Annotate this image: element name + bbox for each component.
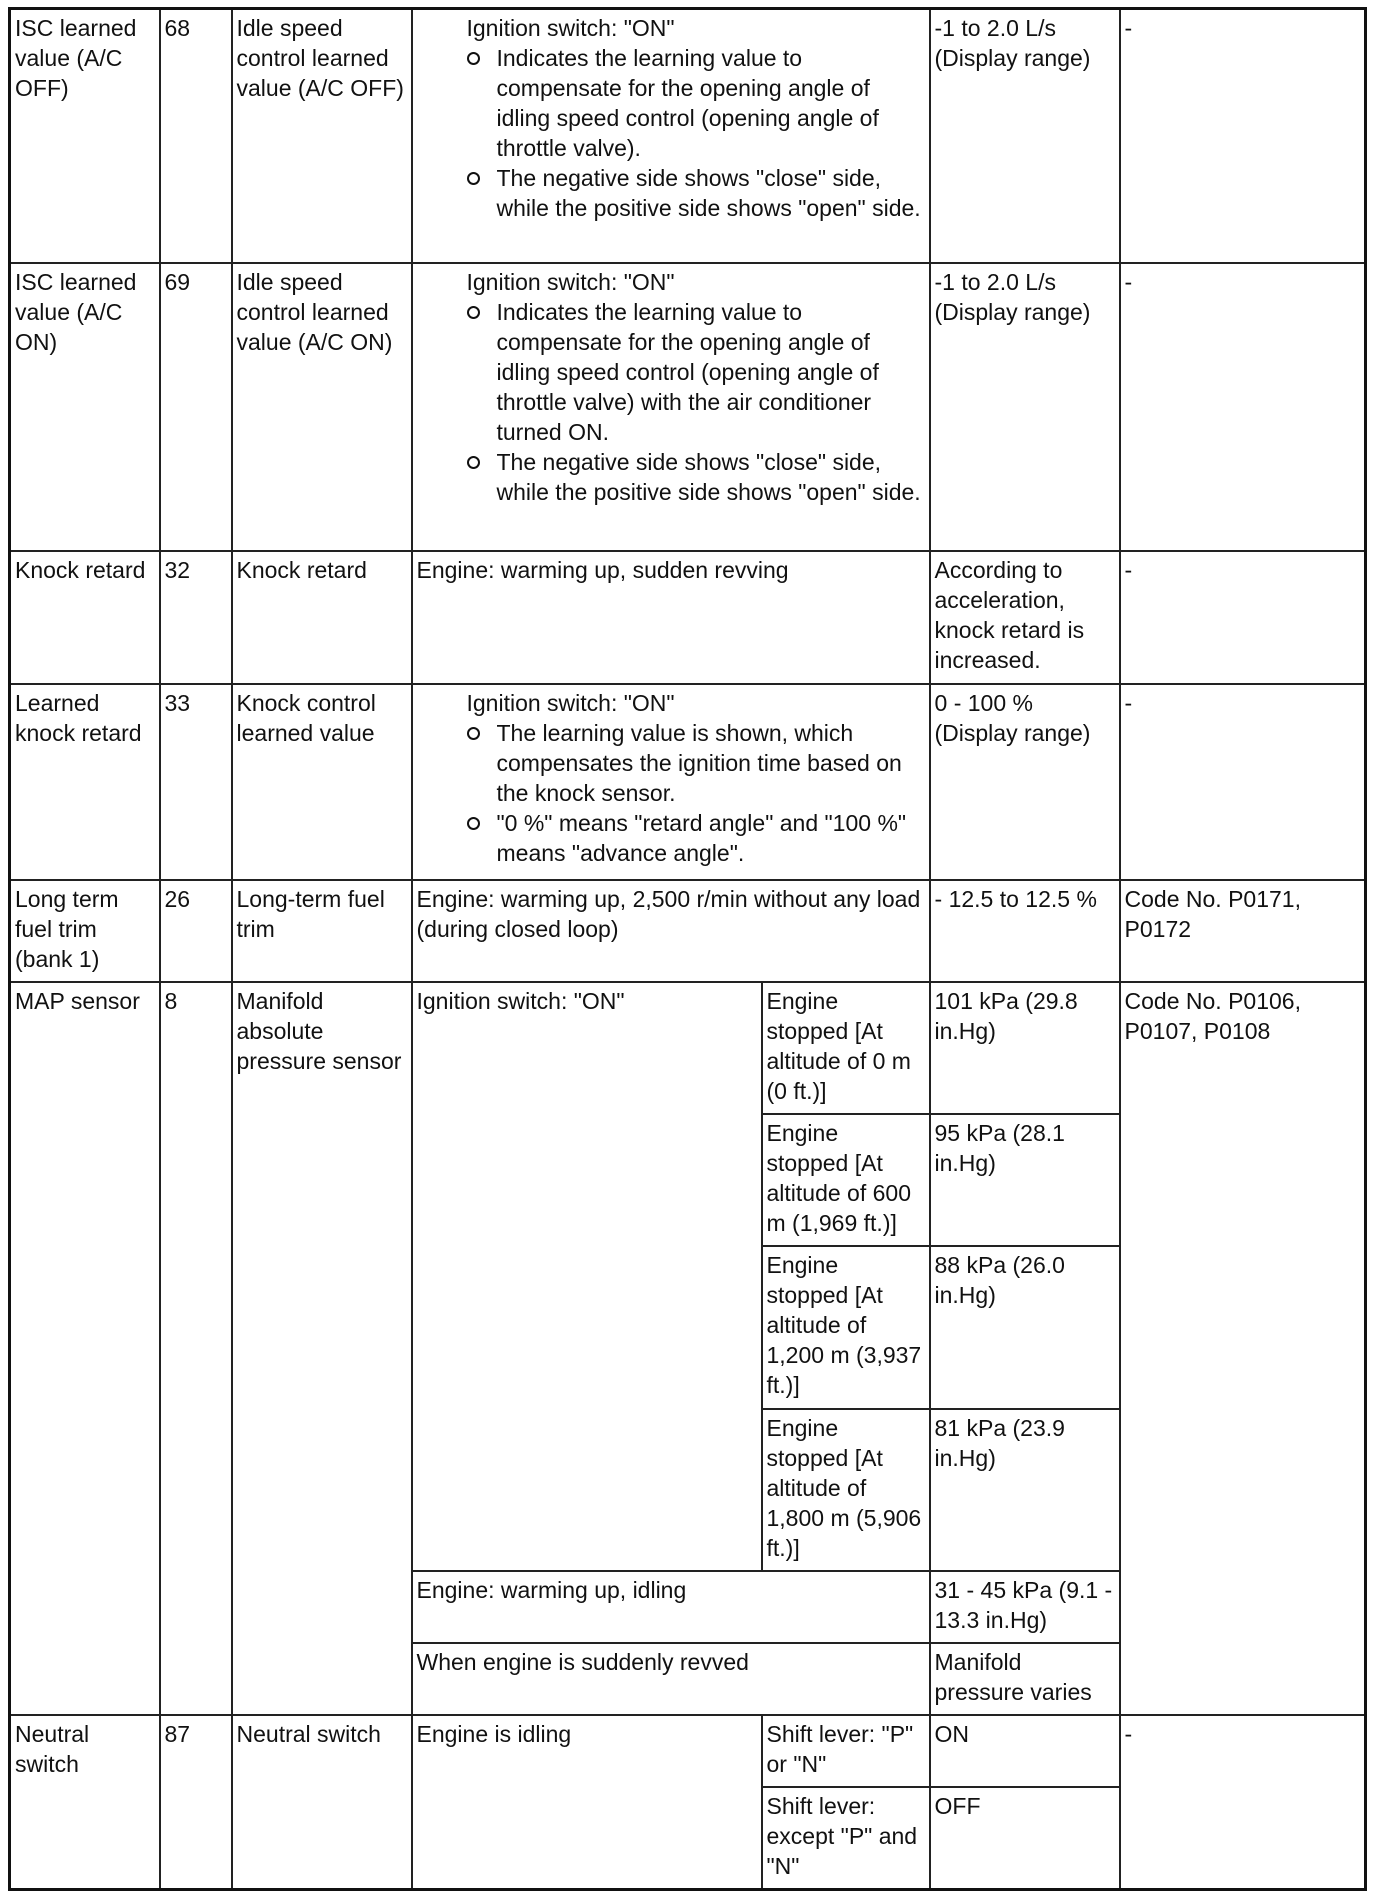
dtc-cell: Code No. P0106, P0107, P0108 <box>1120 982 1366 1715</box>
dtc-cell: Code No. P0171, P0172 <box>1120 880 1366 982</box>
value-cell: Manifold pressure varies <box>930 1643 1120 1715</box>
value-cell: -1 to 2.0 L/s (Display range) <box>930 263 1120 551</box>
bullet-note: Indicates the learning value to compensate for the opening angle of idling speed control (opening angle of throttle valve) with the air conditioner turned ON. <box>467 297 923 447</box>
sub-condition-cell: Engine stopped [At altitude of 1,800 m (5,906 ft.)] <box>762 1409 930 1571</box>
value-cell: 31 - 45 kPa (9.1 - 13.3 in.Hg) <box>930 1571 1120 1643</box>
bullet-note: Indicates the learning value to compensate for the opening angle of idling speed control (opening angle of throttle valve). <box>467 43 923 163</box>
code-cell: 8 <box>160 982 232 1715</box>
sub-condition-cell: Engine stopped [At altitude of 1,200 m (3,937 ft.)] <box>762 1246 930 1408</box>
value-cell: 95 kPa (28.1 in.Hg) <box>930 1114 1120 1246</box>
value-cell: - 12.5 to 12.5 % <box>930 880 1120 982</box>
condition-notes <box>417 297 923 507</box>
condition-cell: Engine: warming up, sudden revving <box>412 551 930 683</box>
item-cell: MAP sensor <box>10 982 160 1715</box>
table-row <box>10 551 1366 683</box>
code-cell: 32 <box>160 551 232 683</box>
condition-notes <box>417 43 923 223</box>
item-cell: Long term fuel trim (bank 1) <box>10 880 160 982</box>
dtc-cell: - <box>1120 684 1366 880</box>
value-cell: 101 kPa (29.8 in.Hg) <box>930 982 1120 1114</box>
name-cell: Manifold absolute pressure sensor <box>232 982 412 1715</box>
name-cell: Idle speed control learned value (A/C OFF) <box>232 9 412 263</box>
sub-condition-cell: Shift lever: "P" or "N" <box>762 1715 930 1787</box>
condition-cell <box>412 263 930 551</box>
value-cell: -1 to 2.0 L/s (Display range) <box>930 9 1120 263</box>
name-cell: Knock control learned value <box>232 684 412 880</box>
table-row <box>10 9 1366 263</box>
code-cell: 26 <box>160 880 232 982</box>
condition-cell: When engine is suddenly revved <box>412 1643 930 1715</box>
dtc-cell: - <box>1120 1715 1366 1889</box>
condition-cell: Engine is idling <box>412 1715 762 1889</box>
item-cell: Neutral switch <box>10 1715 160 1889</box>
name-cell: Long-term fuel trim <box>232 880 412 982</box>
item-cell: ISC learned value (A/C OFF) <box>10 9 160 263</box>
code-cell: 87 <box>160 1715 232 1889</box>
condition-cell: Ignition switch: "ON" <box>412 982 762 1571</box>
dtc-cell: - <box>1120 9 1366 263</box>
bullet-note: The learning value is shown, which compensates the ignition time based on the knock sensor. <box>467 718 923 808</box>
value-cell: 0 - 100 % (Display range) <box>930 684 1120 880</box>
table-row <box>10 684 1366 880</box>
sub-condition-cell: Engine stopped [At altitude of 0 m (0 ft.)] <box>762 982 930 1114</box>
condition-title: Ignition switch: "ON" <box>466 689 675 716</box>
value-cell: OFF <box>930 1787 1120 1889</box>
condition-notes <box>417 718 923 868</box>
data-monitor-table <box>8 7 1367 1891</box>
code-cell: 33 <box>160 684 232 880</box>
item-cell: Learned knock retard <box>10 684 160 880</box>
table-row <box>10 982 1366 1114</box>
table-row <box>10 263 1366 551</box>
value-cell: ON <box>930 1715 1120 1787</box>
item-cell: ISC learned value (A/C ON) <box>10 263 160 551</box>
condition-cell <box>412 684 930 880</box>
bullet-note: "0 %" means "retard angle" and "100 %" means "advance angle". <box>467 808 923 868</box>
code-cell: 68 <box>160 9 232 263</box>
value-cell: 81 kPa (23.9 in.Hg) <box>930 1409 1120 1571</box>
bullet-note: The negative side shows "close" side, while the positive side shows "open" side. <box>467 447 923 507</box>
dtc-cell: - <box>1120 263 1366 551</box>
condition-cell: Engine: warming up, idling <box>412 1571 930 1643</box>
condition-title: Ignition switch: "ON" <box>466 268 675 295</box>
condition-title: Ignition switch: "ON" <box>466 15 675 41</box>
sub-condition-cell: Engine stopped [At altitude of 600 m (1,969 ft.)] <box>762 1114 930 1246</box>
sub-condition-cell: Shift lever: except "P" and "N" <box>762 1787 930 1889</box>
condition-cell <box>412 9 930 263</box>
bullet-note: The negative side shows "close" side, while the positive side shows "open" side. <box>467 163 923 223</box>
condition-cell: Engine: warming up, 2,500 r/min without any load (during closed loop) <box>412 880 930 982</box>
code-cell: 69 <box>160 263 232 551</box>
name-cell: Knock retard <box>232 551 412 683</box>
dtc-cell: - <box>1120 551 1366 683</box>
value-cell: 88 kPa (26.0 in.Hg) <box>930 1246 1120 1408</box>
table-row <box>10 880 1366 982</box>
value-cell: According to acceleration, knock retard is increased. <box>930 551 1120 683</box>
item-cell: Knock retard <box>10 551 160 683</box>
name-cell: Idle speed control learned value (A/C ON) <box>232 263 412 551</box>
name-cell: Neutral switch <box>232 1715 412 1889</box>
table-row <box>10 1715 1366 1787</box>
